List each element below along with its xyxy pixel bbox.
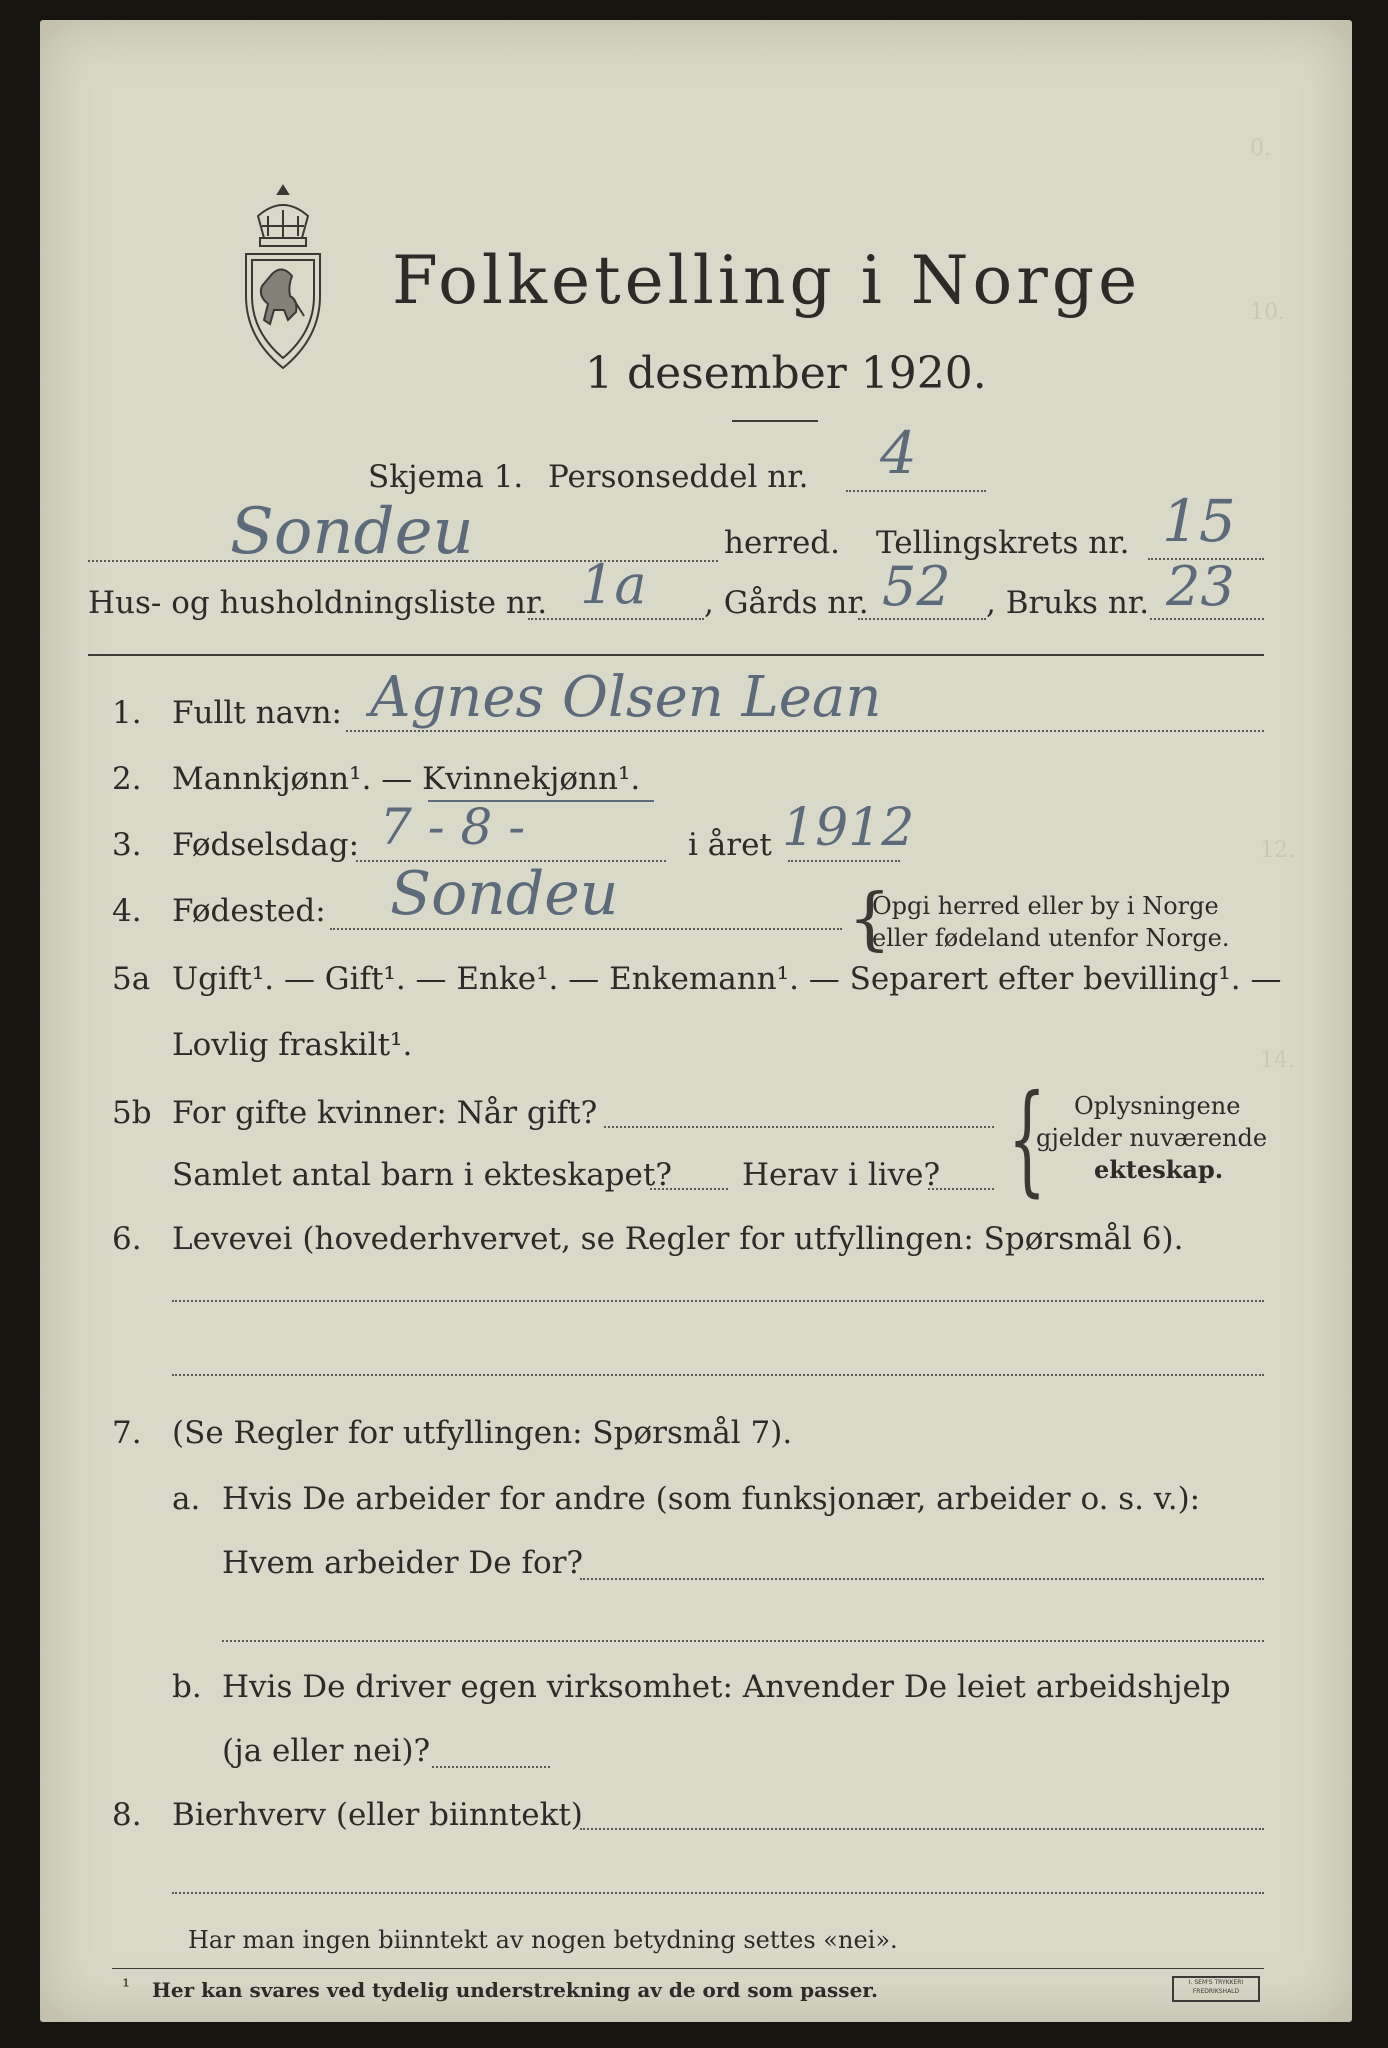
schema-label: Skjema 1. bbox=[368, 459, 524, 495]
q6-text: Levevei (hovederhvervet, se Regler for utfyllingen: Spørsmål 6). bbox=[172, 1221, 1184, 1257]
q7b-answer-line bbox=[432, 1766, 550, 1768]
q7a-letter: a. bbox=[172, 1481, 201, 1517]
gards-label: , Gårds nr. bbox=[704, 585, 869, 621]
footnote-text: Her kan svares ved tydelig understrekning av de ord som passer. bbox=[152, 1978, 878, 2002]
q7b-line1: Hvis De driver egen virksomhet: Anvender De leiet arbeidshjelp bbox=[222, 1669, 1231, 1705]
footer-separator bbox=[112, 1968, 1264, 1969]
q8-line2 bbox=[172, 1892, 1264, 1894]
census-form-sheet bbox=[40, 20, 1352, 2022]
q7a-employer-line bbox=[580, 1578, 1264, 1580]
q6-line2 bbox=[172, 1374, 1264, 1376]
q4-value: Sondeu bbox=[390, 859, 619, 929]
q7a-line2: Hvem arbeider De for? bbox=[222, 1545, 584, 1581]
q7a-line1: Hvis De arbeider for andre (som funksjonær, arbeider o. s. v.): bbox=[222, 1481, 1201, 1517]
q5b-married-line bbox=[604, 1126, 994, 1128]
q4-note-line1: Opgi herred eller by i Norge bbox=[872, 892, 1219, 920]
q2-number: 2. bbox=[112, 761, 142, 797]
q5a-line2: Lovlig fraskilt¹. bbox=[172, 1027, 413, 1063]
bleed-through-text: 10. bbox=[1250, 300, 1285, 325]
bruks-line bbox=[1150, 618, 1264, 620]
q6-number: 6. bbox=[112, 1221, 142, 1257]
q3-number: 3. bbox=[112, 827, 142, 863]
census-date: 1 desember 1920. bbox=[585, 348, 987, 399]
q8-number: 8. bbox=[112, 1797, 142, 1833]
q7b-letter: b. bbox=[172, 1669, 202, 1705]
q7b-line2: (ja eller nei)? bbox=[222, 1733, 431, 1769]
bleed-through-text: 14. bbox=[1260, 1048, 1295, 1073]
q5b-note-line1: Oplysningene bbox=[1074, 1092, 1241, 1120]
q5b-number: 5b bbox=[112, 1095, 152, 1131]
q1-line bbox=[346, 730, 1264, 732]
q4-note-brace: { bbox=[848, 880, 892, 959]
husliste-value: 1a bbox=[580, 553, 647, 616]
printer-stamp: I. SEM'S TRYKKERI FREDRIKSHALD bbox=[1172, 1976, 1260, 2002]
gards-value: 52 bbox=[882, 555, 951, 618]
title-divider bbox=[732, 420, 818, 422]
form-title: Folketelling i Norge bbox=[392, 242, 1142, 319]
gards-line bbox=[858, 618, 986, 620]
q4-note-line2: eller fødeland utenfor Norge. bbox=[872, 924, 1230, 952]
q8-line1 bbox=[580, 1828, 1264, 1830]
herred-value: Sondeu bbox=[230, 495, 474, 569]
q2-text: Mannkjønn¹. — Kvinnekjønn¹. bbox=[172, 761, 641, 797]
q4-number: 4. bbox=[112, 893, 142, 929]
personseddel-label: Personseddel nr. bbox=[548, 459, 809, 495]
q7-number: 7. bbox=[112, 1415, 142, 1451]
q3-year-value: 1912 bbox=[782, 798, 915, 858]
personseddel-value: 4 bbox=[880, 419, 917, 487]
bruks-label: , Bruks nr. bbox=[986, 585, 1150, 621]
q5b-alive-line bbox=[928, 1188, 994, 1190]
q3-year-label: i året bbox=[688, 827, 772, 863]
q5b-note-line2: gjelder nuværende bbox=[1036, 1124, 1268, 1152]
bleed-through-text: 0. bbox=[1250, 136, 1271, 161]
q3-value: 7 - 8 - bbox=[380, 798, 526, 856]
q5b-line2b: Herav i live? bbox=[742, 1157, 941, 1193]
q5b-note-brace: { bbox=[1008, 1070, 1047, 1209]
q3-year-line bbox=[788, 860, 900, 862]
tellingskrets-value: 15 bbox=[1162, 487, 1236, 555]
bruks-value: 23 bbox=[1166, 555, 1235, 618]
tellingskrets-label: Tellingskrets nr. bbox=[876, 525, 1130, 561]
q8-text: Bierhverv (eller biinntekt) bbox=[172, 1797, 583, 1833]
q5a-line1: Ugift¹. — Gift¹. — Enke¹. — Enkemann¹. — Separert efter bevilling¹. — bbox=[172, 961, 1282, 997]
q7-text: (Se Regler for utfyllingen: Spørsmål 7). bbox=[172, 1415, 793, 1451]
personseddel-line bbox=[846, 490, 986, 492]
q5b-children-line bbox=[650, 1188, 728, 1190]
bleed-through-text: 12. bbox=[1260, 838, 1295, 863]
footer-note: Har man ingen biinntekt av nogen betydning settes «nei». bbox=[188, 1926, 898, 1954]
husliste-line bbox=[528, 618, 704, 620]
husliste-label: Hus- og husholdningsliste nr. bbox=[88, 585, 548, 621]
header-separator bbox=[88, 654, 1264, 656]
q3-label: Fødselsdag: bbox=[172, 827, 360, 863]
norway-coat-of-arms-icon bbox=[238, 182, 328, 372]
q1-number: 1. bbox=[112, 695, 142, 731]
q5b-line1: For gifte kvinner: Når gift? bbox=[172, 1095, 598, 1131]
q4-label: Fødested: bbox=[172, 893, 326, 929]
q6-line1 bbox=[172, 1300, 1264, 1302]
q7a-line-extra bbox=[222, 1640, 1264, 1642]
herred-label: herred. bbox=[724, 525, 840, 561]
q5b-note-line3: ekteskap. bbox=[1094, 1155, 1224, 1184]
footnote-mark: ¹ bbox=[122, 1974, 131, 1998]
q1-value: Agnes Olsen Lean bbox=[370, 665, 882, 730]
q5b-line2a: Samlet antal barn i ekteskapet? bbox=[172, 1157, 672, 1193]
q1-label: Fullt navn: bbox=[172, 695, 342, 731]
q5a-number: 5a bbox=[112, 961, 151, 997]
